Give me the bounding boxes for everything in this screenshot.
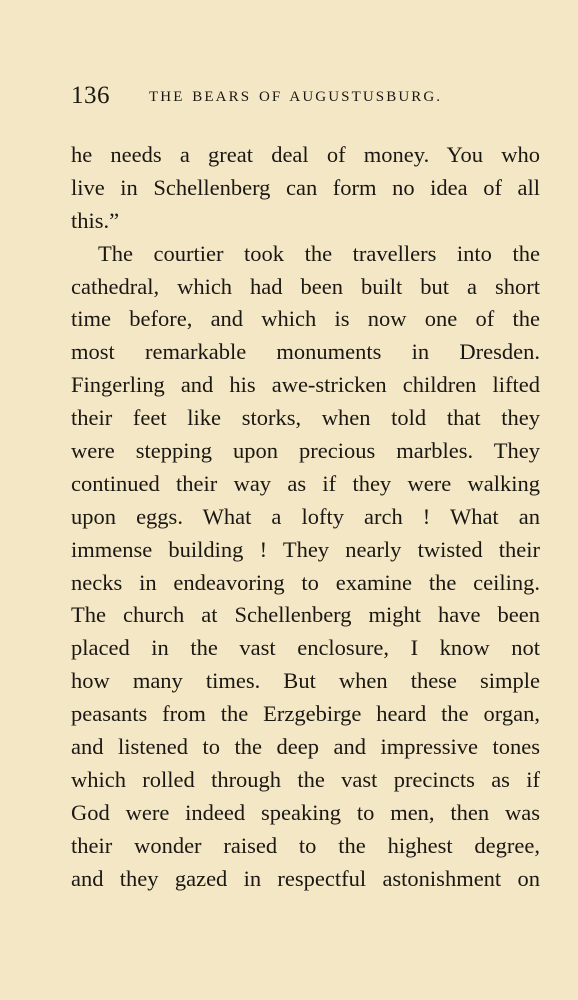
text-line: and listened to the deep and impressive tones <box>71 734 540 760</box>
text-line: and they gazed in respectful astonishment on <box>71 865 540 891</box>
running-title: THE BEARS OF AUGUSTUSBURG. <box>149 89 443 105</box>
body-text <box>71 139 540 895</box>
text-line: time before, and which is now one of the <box>71 306 540 332</box>
page-header <box>71 80 541 116</box>
text-line: how many times. But when these simple <box>71 668 540 694</box>
text-line: peasants from the Erzgebirge heard the organ, <box>71 701 540 727</box>
text-line: this.” <box>71 207 120 233</box>
text-line: necks in endeavoring to examine the ceiling. <box>71 569 540 595</box>
text-line: live in Schellenberg can form no idea of all <box>71 174 540 200</box>
text-line: their feet like storks, when told that they <box>71 405 540 431</box>
text-line: placed in the vast enclosure, I know not <box>71 635 540 661</box>
text-line: which rolled through the vast precincts as if <box>71 766 540 792</box>
text-line: Fingerling and his awe-stricken children lifted <box>71 372 540 398</box>
text-line: he needs a great deal of money. You who <box>71 142 540 167</box>
text-line: most remarkable monuments in Dresden. <box>71 339 540 365</box>
text-line: were stepping upon precious marbles. They <box>71 438 540 464</box>
page-number: 136 <box>71 82 110 109</box>
text-line: The church at Schellenberg might have been <box>71 602 540 628</box>
text-line: immense building ! They nearly twisted their <box>71 536 540 562</box>
text-line: God were indeed speaking to men, then was <box>71 799 540 825</box>
text-line: The courtier took the travellers into the <box>98 240 540 266</box>
text-line: their wonder raised to the highest degree, <box>71 832 540 858</box>
text-line: upon eggs. What a lofty arch ! What an <box>71 503 540 529</box>
text-line: continued their way as if they were walking <box>71 470 540 496</box>
text-line: cathedral, which had been built but a short <box>71 273 540 299</box>
